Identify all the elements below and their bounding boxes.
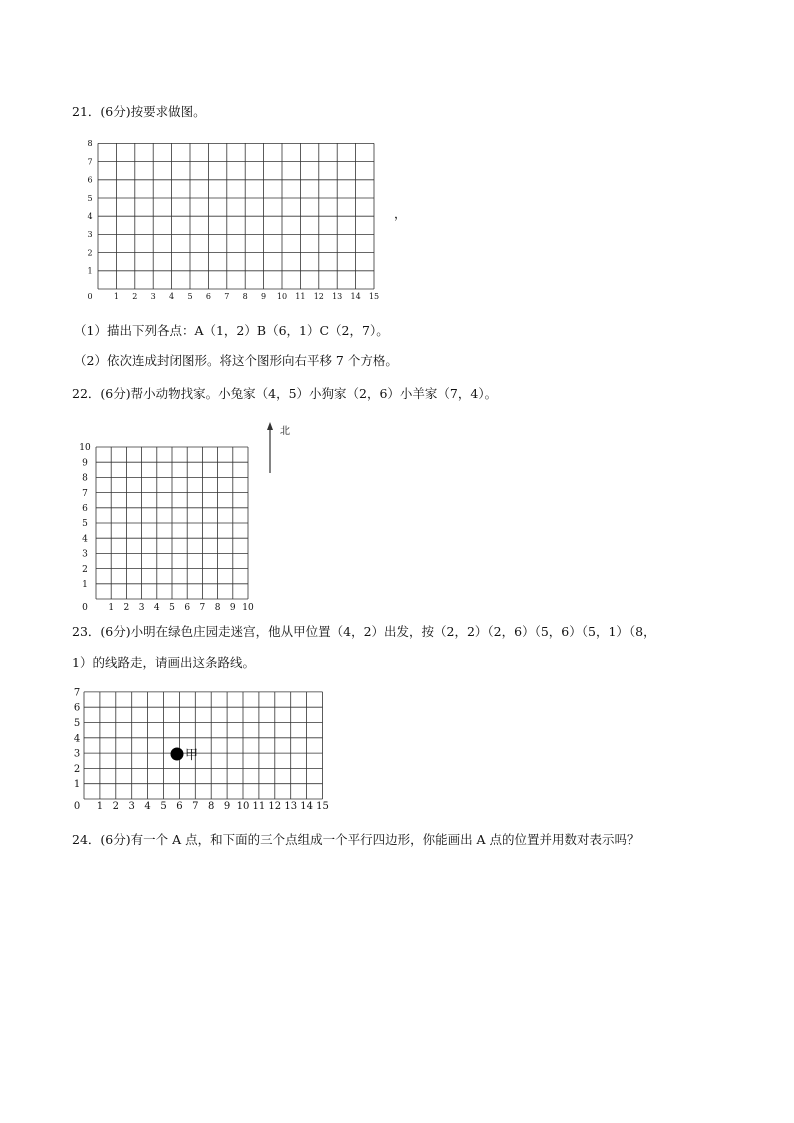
q23-x-tick-label: 7 [192,801,199,812]
q22-x-tick-label: 3 [138,603,145,613]
q23-x-tick-label: 1 [96,801,104,812]
q21-y-tick-label: 1 [87,266,93,276]
q21-y-tick-label: 3 [87,230,93,240]
q23-x-tick-label: 2 [112,801,119,812]
q23-x-tick-label: 6 [176,801,183,812]
q22-x-tick-label: 9 [229,603,236,613]
q22-y-tick-label: 3 [82,549,88,560]
q22-x-tick-label: 6 [184,603,191,613]
q21-item2: （2）依次连成封闭图形。将这个图形向右平移 7 个方格。 [74,353,398,368]
q22-x-tick-label: 10 [242,603,254,613]
north-arrow [262,420,302,480]
q22-y-tick-label: 2 [82,564,88,575]
q21-x-tick-label: 14 [350,292,361,301]
q22-y-tick-label: 5 [82,519,88,530]
q23-x-tick-label: 9 [223,801,231,812]
q21-item1: （1）描出下列各点：A（1，2）B（6，1）C（2，7）。 [74,323,389,338]
q23-x-tick-label: 13 [284,801,298,812]
q21-x-tick-label: 7 [224,292,230,301]
q23-y-tick-label: 4 [73,733,81,745]
q21-y-tick-label: 7 [87,157,93,167]
q22-y-tick-label: 7 [82,488,88,499]
q21-y-tick-label: 2 [87,248,93,258]
q21-x-tick-label: 1 [113,292,119,301]
q21-title: 21．(6分)按要求做图。 [72,104,206,119]
q21-origin-label: 0 [87,292,93,301]
start-point-label: 甲 [185,748,199,763]
q23-y-tick-label: 6 [73,702,81,714]
q23-x-tick-label: 4 [144,801,151,812]
q21-x-tick-label: 10 [276,292,288,301]
q22-x-tick-label: 8 [214,603,221,613]
q22-y-tick-label: 10 [79,443,91,454]
q22-y-tick-label: 9 [82,458,88,469]
q23-grid [70,686,370,821]
q23-title-line1: 23．(6分)小明在绿色庄园走迷宫，他从甲位置（4，2）出发，按（2，2）（2，6）（5，6）（5，1）（8， [72,624,656,639]
q21-x-tick-label: 15 [368,292,380,301]
q22-x-tick-label: 1 [108,603,115,613]
q22-x-tick-label: 5 [169,603,175,613]
q23-title-line2: 1）的线路走，请画出这条路线。 [72,655,255,670]
q24-title: 24．(6分)有一个 A 点，和下面的三个点组成一个平行四边形，你能画出 A 点的位置并用数对表示吗？ [72,832,640,847]
q21-x-tick-label: 5 [187,292,193,301]
q21-x-tick-label: 4 [169,292,175,301]
q21-x-tick-label: 2 [132,292,138,301]
q21-x-tick-label: 8 [242,292,248,301]
q21-y-tick-label: 4 [87,212,93,221]
q22-y-tick-label: 1 [82,579,88,590]
q23-x-tick-label: 5 [160,801,167,812]
q21-x-tick-label: 11 [295,292,306,301]
q22-y-tick-label: 4 [82,534,88,545]
q22-title: 22．(6分)帮小动物找家。小兔家（4，5）小狗家（2，6）小羊家（7，4）。 [72,386,498,401]
q22-y-tick-label: 8 [82,473,88,484]
q23-x-tick-label: 10 [236,801,250,812]
q23-x-tick-label: 8 [208,801,215,812]
q22-x-tick-label: 7 [199,603,206,613]
q21-y-tick-label: 8 [87,139,93,149]
q21-grid [80,136,400,306]
q22-origin-label: 0 [82,603,88,613]
q23-origin-label: 0 [73,801,81,812]
q22-y-tick-label: 6 [82,503,88,514]
q23-y-tick-label: 2 [73,763,81,775]
north-label: 北 [280,426,290,437]
q21-x-tick-label: 6 [205,292,211,301]
q23-x-tick-label: 3 [128,801,135,812]
q21-comma: ， [394,206,407,221]
q23-y-tick-label: 1 [73,779,81,791]
q23-y-tick-label: 3 [73,748,81,760]
q21-y-tick-label: 6 [87,175,93,185]
q21-y-tick-label: 5 [87,193,93,203]
q22-grid [74,432,294,632]
q21-x-tick-label: 9 [261,292,267,301]
q23-y-tick-label: 5 [73,718,81,729]
q21-x-tick-label: 3 [150,292,156,301]
start-point-dot [171,748,184,761]
q23-x-tick-label: 11 [252,801,266,812]
q22-x-tick-label: 2 [123,603,130,613]
q23-y-tick-label: 7 [73,687,81,699]
q22-x-tick-label: 4 [153,603,160,613]
q21-x-tick-label: 12 [313,292,324,301]
q21-x-tick-label: 13 [332,292,343,301]
q23-x-tick-label: 14 [300,801,313,812]
q23-x-tick-label: 15 [316,801,329,812]
q23-x-tick-label: 12 [268,801,282,812]
